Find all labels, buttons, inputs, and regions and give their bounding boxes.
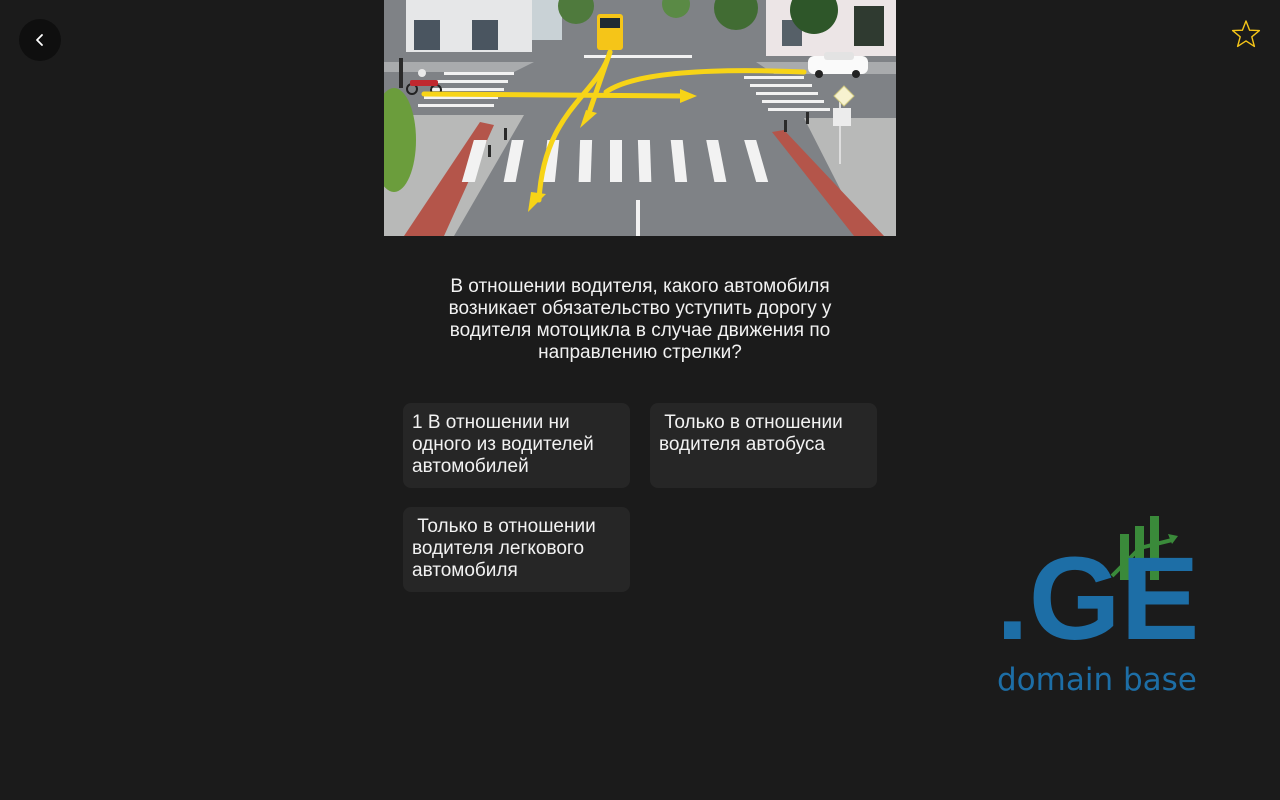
question-text: В отношении водителя, какого автомобиля возникает обязательство уступить дорогу у водителя мотоцикла в случае движения по направлению стрелки?	[448, 276, 832, 363]
answer-text: Только в отношении водителя автобуса	[659, 412, 843, 455]
answer-option-2[interactable]	[650, 403, 877, 488]
back-button[interactable]	[19, 19, 61, 61]
answer-option-3[interactable]	[403, 507, 630, 592]
answer-marker: 1	[412, 412, 423, 433]
favorite-button[interactable]	[1227, 15, 1265, 53]
domain-base-logo	[992, 506, 1196, 698]
logo-caption: domain base	[997, 662, 1196, 698]
answer-text: В отношении ни одного из водителей автомобилей	[412, 412, 594, 477]
intersection-illustration	[384, 0, 896, 236]
answer-option-1[interactable]	[403, 403, 630, 488]
logo	[992, 506, 1196, 698]
star-outline-icon	[1230, 18, 1262, 50]
question-image	[384, 0, 896, 236]
answer-text: Только в отношении водителя легкового автомобиля	[412, 516, 596, 581]
arrow-left-icon	[32, 32, 48, 48]
logo-mark: .GE	[996, 533, 1196, 665]
